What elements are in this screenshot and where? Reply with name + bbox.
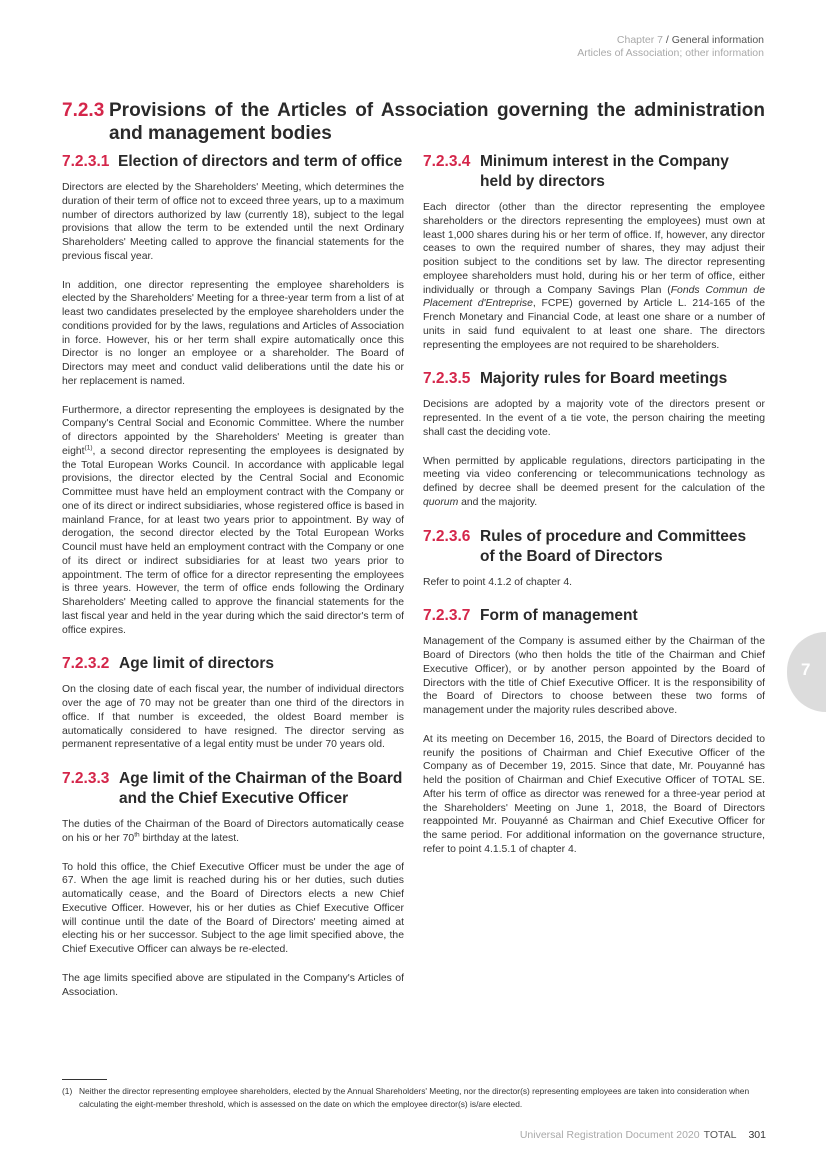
footnote: [62, 1085, 772, 1110]
section-heading: [62, 99, 765, 145]
text: birthday at the latest.: [139, 832, 239, 844]
text: Each director (other than the director representing the employee shareholders or the directors representing the employees) must own at least 1,000 shares during his or her term of office. If, however, any director ceases to own the required number of shares, they may adjust their position subject to the conditions set by law. The director representing employee shareholders must hold, during his or her term of office, either individually or through a Company Savings Plan (: [423, 202, 765, 296]
chapter-tab-number: 7: [801, 660, 811, 679]
footnote-text: Neither the director representing employee shareholders, elected by the Annual Shareholders' Meeting, nor the director(s) representing employees are taken into consideration when calculating the eight-member threshold, which is assessed on the date on which the employee director(s) is/are elected.: [79, 1086, 750, 1109]
paragraph: Refer to point 4.1.2 of chapter 4.: [423, 576, 573, 588]
paragraph: In addition, one director representing the employee shareholders is elected by the Shareholders' Meeting for a three-year term from a list of at least two candidates preselected by the employee shareholders under the conditions provided for by the laws, regulations and Articles of Association in force. However, his or her term shall expire automatically once this Director is no longer an employee or a shareholder. The Board of Directors may meet and conduct valid deliberations until the date his or her replacement is named.: [62, 279, 404, 387]
paragraph: Decisions are adopted by a majority vote of the directors present or represented. In the event of a tie vote, the person chairing the meeting shall cast the deciding vote.: [423, 399, 765, 438]
chapter-tab: [787, 632, 826, 712]
heading-number: 7.2.3.5: [423, 370, 471, 388]
columns: [62, 152, 765, 999]
footnote-number: (1): [62, 1086, 73, 1096]
left-column: [62, 152, 404, 999]
heading-title: Age limit of directors: [119, 655, 275, 673]
heading-7-2-3-7: [423, 606, 765, 626]
superscript: th: [134, 831, 140, 839]
main-content: [62, 99, 765, 999]
heading-7-2-3-4: [423, 152, 765, 192]
heading-number: 7.2.3.1: [62, 153, 110, 170]
running-header: [577, 34, 764, 59]
heading-number: 7.2.3.6: [423, 527, 471, 545]
paragraph: [62, 818, 404, 846]
paragraph: [62, 404, 404, 638]
heading-7-2-3-2: [62, 654, 404, 674]
heading-number: 7.2.3.4: [423, 153, 471, 170]
header-separator: /: [663, 34, 672, 46]
heading-7-2-3-3: [62, 769, 404, 809]
section-title: Provisions of the Articles of Association governing the administration and management bodies: [109, 100, 765, 144]
italic-text: Fonds Commun de Placement d'Entreprise: [423, 284, 765, 310]
text: The duties of the Chairman of the Board of Directors automatically cease on his or her 70: [62, 819, 404, 844]
text: When permitted by applicable regulations, directors participating in the meeting via video conferencing or telecommunications technology as defined by decree shall be deemed present for the calculation of the: [423, 455, 765, 494]
heading-title: Minimum interest in the Company held by directors: [480, 153, 729, 190]
heading-number: 7.2.3.2: [62, 655, 110, 673]
text: Furthermore, a director representing the employees is designated by the Company's Central Social and Economic Committee. Where the number of directors appointed by the Shareholders' Meeting is greater than eight: [62, 404, 404, 457]
document-name: Universal Registration Document 2020: [519, 1129, 700, 1141]
heading-number: 7.2.3.3: [62, 770, 110, 787]
paragraph: Directors are elected by the Shareholders' Meeting, which determines the duration of their term of office not to exceed three years, up to a maximum number of directors authorized by law (currently 18), subject to the legal provisions that allow the term to be extended until the next Ordinary Shareholders' Meeting called to approve the financial statements for the previous fiscal year.: [62, 182, 404, 262]
heading-7-2-3-6: [423, 527, 765, 567]
heading-7-2-3-1: [62, 152, 404, 172]
italic-text: quorum: [423, 496, 459, 508]
heading-7-2-3-5: [423, 369, 765, 389]
paragraph: At its meeting on December 16, 2015, the Board of Directors decided to reunify the positions of Chairman and Chief Executive Officer of the Company as of December 19, 2015. Since that date, Mr. Pouyanné has held the position of Chairman and Chief Executive Officer of TOTAL SE. After his term of office as director was renewed for a three-year period at the Shareholders' Meeting on June 1, 2018, the Board of Directors reappointed Mr. Pouyanné as Chairman and Chief Executive Officer for the same period. For additional information on the governance structure, refer to point 4.1.5.1 of chapter 4.: [423, 733, 765, 855]
heading-title: Age limit of the Chairman of the Board and the Chief Executive Officer: [119, 770, 403, 807]
text: , a second director representing the employees is designated by the Total European Works Council. In accordance with applicable legal provisions, the director elected by the Central Social and Economic Committee must have held an employment contract with the Company or one of its direct or indirect subsidiaries, whose registered office is based in mainland France, for at least two years prior to appointment. By way of derogation, the second director elected by the Total European Works Council must have held an employment contract with the Company or one of its direct or indirect subsidiaries for at least two years prior to appointment. The term of office for a director representing the employees is three years. However, the term of office ends following the Ordinary Shareholders' Meeting called to approve the financial statements for the last fiscal year and held in the year during which the said director's term of office expires.: [62, 445, 404, 636]
chapter-label: Chapter 7: [616, 34, 664, 46]
heading-title: Form of management: [480, 607, 638, 625]
text: and the majority.: [458, 496, 538, 508]
right-column: [423, 152, 765, 999]
heading-number: 7.2.3.7: [423, 607, 471, 625]
section-number: 7.2.3: [62, 100, 105, 121]
heading-title: Election of directors and term of office: [118, 153, 403, 170]
paragraph: [423, 455, 765, 510]
footnote-ref: (1): [84, 444, 93, 452]
paragraph: [423, 201, 765, 352]
paragraph: To hold this office, the Chief Executive Officer must be under the age of 67. When the age limit is reached during his or her duties, such duties automatically cease, and the Board of Directors elects a new Chief Executive Officer. However, his or her duties as Chief Executive Officer will continue until the date of the Board of Directors' meeting aimed at electing his or her successor. Subject to the age limit specified above, the Chief Executive Officer can always be re-elected.: [62, 861, 404, 955]
paragraph: On the closing date of each fiscal year, the number of individual directors over the age of 70 may not be greater than one third of the directors in office. If that number is exceeded, the oldest Board member is automatically considered to have resigned. The director serving as permanent representative of a legal entity must be under 70 years old.: [62, 684, 404, 751]
paragraph: The age limits specified above are stipulated in the Company's Articles of Association.: [62, 972, 404, 998]
brand-name: TOTAL: [703, 1129, 737, 1141]
header-subtitle: Articles of Association; other information: [577, 46, 764, 59]
page-footer: [520, 1129, 766, 1141]
page-number: 301: [748, 1129, 766, 1141]
chapter-title: General information: [671, 34, 764, 46]
footnote-divider: [62, 1079, 107, 1080]
heading-title: Majority rules for Board meetings: [480, 370, 728, 388]
text: , FCPE) governed by Article L. 214-165 of the French Monetary and Financial Code, at least one share or a number of units in said fund equivalent to at least one share. The directors representing the employees are not required to be shareholders.: [423, 298, 765, 351]
heading-title: Rules of procedure and Committees of the Board of Directors: [480, 527, 747, 565]
paragraph: Management of the Company is assumed either by the Chairman of the Board of Directors (who then holds the title of the Chairman and Chief Executive Officer), or by another person appointed by the Board of Directors with the title of Chief Executive Officer. It is the responsibility of the Board of Directors to choose between these two forms of management under the majority rules described above.: [423, 636, 765, 716]
